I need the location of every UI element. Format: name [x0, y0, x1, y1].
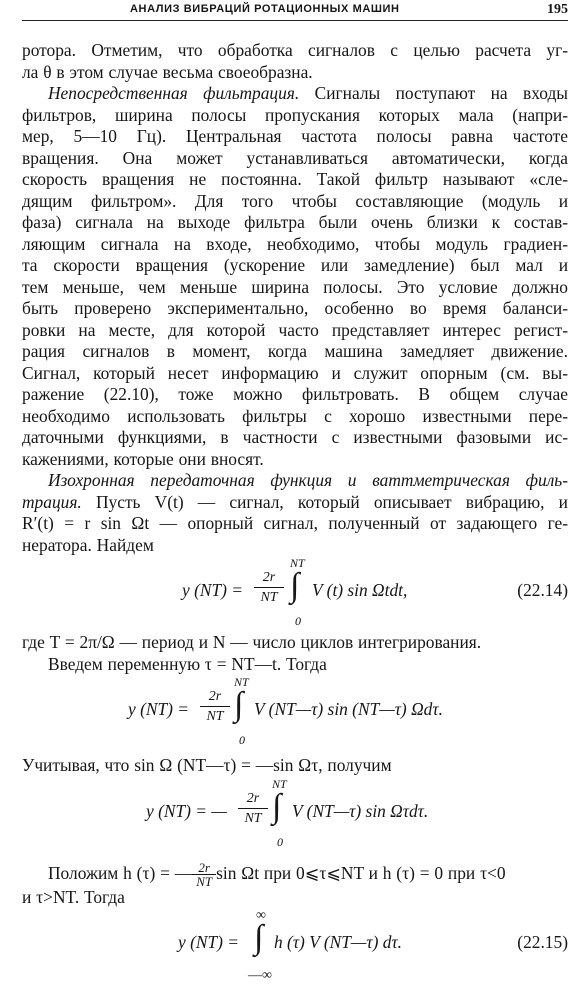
eq-lhs: y (NT) = — [178, 932, 240, 952]
paragraph-isochronous — [22, 470, 568, 556]
page-body — [22, 40, 568, 988]
text-run: Пусть V(t) — сигнал, который описывает вибрацию, и — [95, 491, 568, 512]
integral-sign: ∫ — [254, 919, 264, 956]
fraction — [238, 791, 268, 827]
paragraph-1 — [22, 40, 568, 83]
fraction-numerator: 2r — [262, 570, 276, 585]
running-header — [22, 0, 568, 21]
integral-upper-limit: NT — [234, 675, 249, 689]
eq-lhs: y (NT) = — — [146, 800, 227, 821]
equation-number: (22.14) — [517, 580, 568, 600]
text-line: ротора. Отметим, что обработка сигналов с целью расчета уг- — [22, 40, 568, 60]
text-line: ла θ в этом случае весьма своеобразна. — [22, 61, 313, 82]
text-line-with-title — [22, 83, 568, 105]
equation-substitution — [22, 675, 568, 751]
text-line: ровки на месте, для которой часто представляет интерес регист- — [22, 319, 568, 340]
text-line: ражение (22.10), тоже можно фильтровать. В общем случае — [22, 384, 568, 404]
text-line: Сигнал, который несет информацию и служит опорным (см. вы- — [22, 362, 568, 383]
fraction-bar — [254, 587, 284, 589]
eq-rhs: V (NT—τ) sin (NT—τ) Ωdτ. — [254, 699, 443, 719]
integral-lower-limit: 0 — [295, 614, 301, 628]
paragraph-direct-filtering — [22, 83, 568, 470]
text-line: Учитывая, что sin Ω (NT—τ) = —sin Ωτ, получим — [22, 755, 392, 775]
text-line: даточными функциями, в частности с известными фазовыми ис- — [22, 427, 568, 447]
fraction-numerator: 2r — [246, 790, 260, 806]
fraction-denominator: NT — [206, 709, 224, 724]
text-line: тем меньше, чем меньше ширина полосы. Это условие должно — [22, 276, 568, 297]
text-line: и τ>NT. Тогда — [22, 886, 125, 907]
text-line: R′(t) = r sin Ωt — опорный сигнал, полученный от задающего ге- — [22, 513, 568, 533]
text-line: фаза) сигнала на выходе фильтра были очень близки к состав- — [22, 212, 568, 232]
fraction-numerator: 2r — [208, 689, 222, 704]
equation-sign-change — [22, 777, 568, 855]
text-line: вращения. Она может устанавливаться автоматически, когда — [22, 147, 568, 168]
fraction-bar — [238, 808, 268, 810]
text-line: дящим фильтром». Для того чтобы составляющие (модуль и — [22, 190, 568, 211]
text-run: Сигналы поступают на входы — [314, 83, 568, 103]
eq-lhs: y (NT) = — [182, 580, 244, 600]
fraction — [254, 570, 284, 606]
integral-lower-limit: —∞ — [248, 968, 272, 983]
text-line: фильтров, ширина полосы пропускания которых мала (напри- — [22, 104, 568, 125]
text-line: необходимо использовать фильтры с хорошо известными пере- — [22, 405, 568, 426]
fraction-denominator: NT — [244, 810, 262, 826]
text-line: та скорости вращения (ускорение или замедление) был мал и — [22, 255, 568, 275]
paragraph-title: Изохронная передаточная функция и ваттметрическая филь- — [48, 470, 568, 490]
text-line: рация сигналов в момент, когда машина замедляет движение. — [22, 341, 568, 361]
definition-line — [22, 859, 568, 887]
text-line: Введем переменную τ = NT—t. Тогда — [48, 653, 327, 674]
text-line: нератора. Найдем — [22, 534, 154, 555]
fraction — [200, 689, 230, 725]
eq-rhs: V (t) sin Ωtdt, — [312, 580, 408, 600]
integral-upper-limit: NT — [290, 556, 305, 570]
fraction-numerator: 2r — [198, 860, 210, 875]
text-line: кажениями, которые они вносят. — [22, 448, 264, 469]
text-line-with-title — [22, 492, 568, 514]
integral-sign: ∫ — [234, 686, 244, 723]
fraction-denominator: NT — [192, 874, 216, 888]
text-line: где T = 2π/Ω — период и N — число циклов интегрирования. — [22, 632, 482, 652]
integral-upper-limit: NT — [272, 776, 287, 791]
text-run: Положим h (τ) = — — [48, 862, 193, 883]
text-line: быть проверено экспериментально, особенно во время баланси- — [22, 298, 568, 318]
integral-lower-limit: 0 — [277, 834, 283, 849]
eq-rhs: V (NT—τ) sin Ωτdτ. — [292, 800, 429, 821]
running-title: АНАЛИЗ ВИБРАЦИЙ РОТАЦИОННЫХ МАШИН — [130, 3, 400, 15]
text-line: ляющим сигнала на входе, необходимо, чтобы модуль градиен- — [22, 233, 568, 254]
eq-rhs: h (τ) V (NT—τ) dτ. — [274, 932, 403, 952]
equation-22-15 — [22, 908, 568, 988]
page-number: 195 — [547, 2, 568, 17]
text-run: sin Ωt при 0⩽τ⩽NT и h (τ) = 0 при τ<0 — [216, 862, 506, 883]
eq-lhs: y (NT) = — [128, 699, 190, 719]
integral-upper-limit: ∞ — [256, 908, 266, 923]
equation-number: (22.15) — [517, 932, 568, 952]
integral-lower-limit: 0 — [239, 733, 245, 747]
text-line: мер, 5—10 Гц). Центральная частота полосы равна частоте — [22, 126, 568, 146]
paragraph-title-cont: трация. — [22, 491, 82, 512]
fraction-denominator: NT — [260, 590, 278, 605]
fraction-bar — [200, 706, 230, 708]
text-line: скорость вращения не постоянна. Такой фильтр называют «сле- — [22, 169, 568, 189]
equation-22-14 — [22, 556, 568, 632]
integral-sign: ∫ — [290, 567, 300, 604]
paragraph-title: Непосредственная фильтрация. — [48, 83, 300, 103]
fraction — [192, 861, 216, 888]
integral-sign: ∫ — [272, 787, 282, 825]
